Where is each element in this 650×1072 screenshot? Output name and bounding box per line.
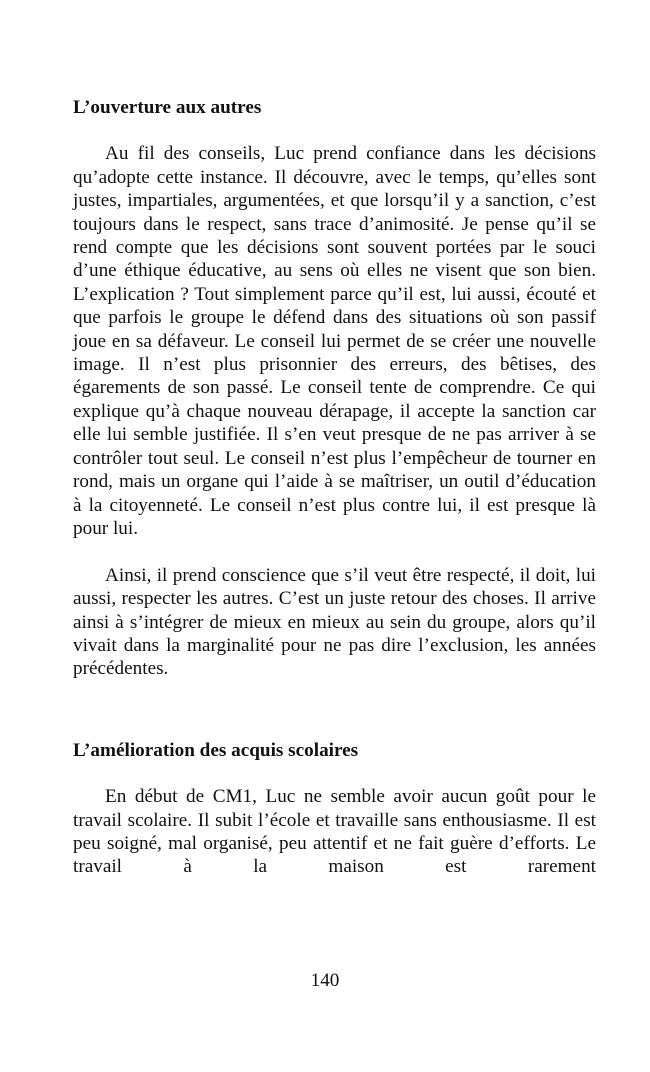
page-number: 140 bbox=[310, 970, 340, 991]
paragraph: Au fil des conseils, Luc prend confiance dans les décisions qu’adopte cette instance. Il découvre, avec le temps, qu’elles sont justes, impartiales, argumentées, et que lorsqu’il y a sanction, c’est toujours dans le respect, sans trace d’animosité. Je pense qu’il se rend compte que les décisions sont souvent portées par le souci d’une éthique éducative, au sens où elles ne visent que son bien. L’explication ? Tout simplement parce qu’il est, lui aussi, écouté et que parfois le groupe le défend dans des situations où son passif joue en sa défaveur. Le conseil lui permet de se créer une nouvelle image. Il n’est plus prisonnier des erreurs, des bêtises, des égarements de son passé. Le conseil tente de comprendre. Ce qui explique qu’à chaque nouveau dérapage, il accepte la sanction car elle lui semble justifiée. Il s’en veut presque de ne pas arriver à se contrôler tout seul. Le conseil n’est plus l’empêcheur de tourner en rond, mais un organe qui l’aide à se maîtriser, un outil d’éducation à la citoyenneté. Le conseil n’est plus contre lui, il est presque là pour lui. bbox=[73, 143, 596, 539]
section-heading-amelioration: L’amélioration des acquis scolaires bbox=[73, 739, 359, 761]
section-heading-ouverture: L’ouverture aux autres bbox=[73, 97, 262, 118]
paragraph: Ainsi, il prend conscience que s’il veut être respecté, il doit, lui aussi, respecter les autres. C’est un juste retour des choses. Il arrive ainsi à s’intégrer de mieux en mieux au sein du groupe, alors qu’il vivait dans la marginalité pour ne pas dire l’exclusion, les années précédentes. bbox=[73, 564, 596, 680]
paragraph: En début de CM1, Luc ne semble avoir aucun goût pour le travail scolaire. Il subit l’école et travaille sans enthousiasme. Il est peu soigné, mal organisé, peu attentif et ne fait guère d’efforts. Le travail à la maison est rarement bbox=[73, 786, 596, 878]
page-body bbox=[73, 96, 596, 879]
